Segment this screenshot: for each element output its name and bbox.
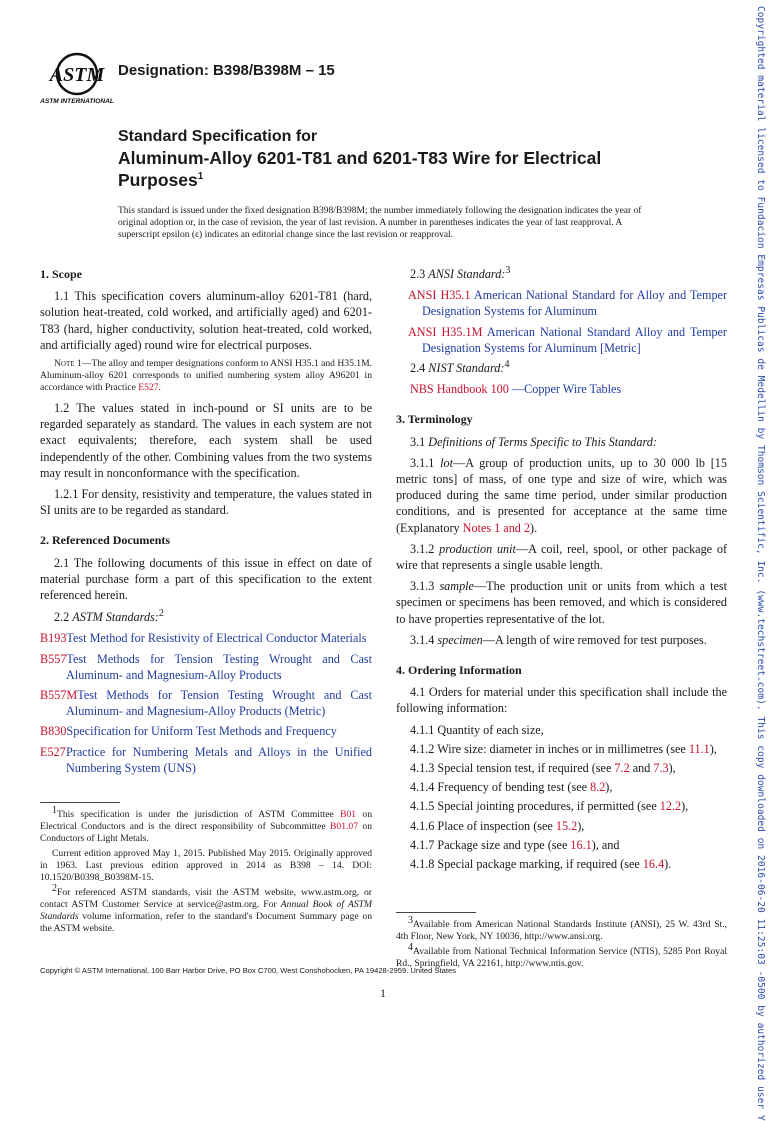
order-item-text: 4.1.6 Place of inspection (see: [410, 818, 556, 833]
para-3-1-3-text: —The production unit or units from which a test specimen or specimens has been removed, and which is considered to have properties representative of the lot.: [396, 579, 728, 626]
ref-title-link[interactable]: Test Method for Resistivity of Electrical Conductor Materials: [66, 631, 367, 646]
order-item-tail: ),: [577, 818, 585, 833]
order-item: [396, 798, 727, 814]
sidebar-text: Copyrighted material licensed to Fundacion Empresas Publicas de Medellin by Thomson Scientific, Inc. (www.techstreet.com). This copy downloaded on 2016-06-20 11:25:03 -0500 by authorized user Y: [755, 6, 766, 1121]
ref-item: [40, 630, 372, 646]
para-2-4: [396, 360, 727, 376]
footnote-rule: [396, 912, 476, 913]
ref-code-link[interactable]: B557: [40, 651, 67, 666]
footnote-marker-4[interactable]: 4: [504, 358, 510, 370]
ansi-code-link[interactable]: ANSI H35.1: [408, 288, 471, 303]
term-production-unit: production unit: [439, 541, 516, 556]
right-column: [396, 266, 727, 973]
footnote-2-text-a: For referenced ASTM standards, visit the ASTM website, www.astm.org, or contact ASTM Customer Service at service@astm.org. For: [40, 887, 372, 911]
nbs-ref: [396, 381, 727, 397]
para-2-3: [396, 266, 727, 282]
note-1: [40, 358, 372, 394]
footnote-rule: [40, 802, 120, 803]
nbs-code-link[interactable]: NBS Handbook 100: [410, 382, 509, 397]
para-4-1: 4.1 Orders for material under this specification shall include the following information:: [396, 685, 727, 716]
footnote-2-text-b: volume information, refer to the standard's Document Summary page on the ASTM website.: [40, 911, 372, 935]
order-item-text: 4.1.5 Special jointing procedures, if permitted (see: [410, 799, 660, 814]
para-3-1-title: Definitions of Terms Specific to This Standard:: [428, 434, 657, 449]
copyright-footer: Copyright © ASTM International, 100 Barr Harbor Drive, PO Box C700, West Conshohocken, PA 19428-2959. United States: [40, 966, 457, 975]
ansi-ref-item: [396, 287, 727, 319]
document-title: [118, 127, 638, 191]
copyright-sidebar: [752, 6, 766, 1121]
issuance-statement: This standard is issued under the fixed designation B398/B398M; the number immediately following the designation indicates the year of original adoption or, in the case of revision, the year of last revision. A number in parentheses indicates the year of last reapproval. A superscript epsilon (ε) indicates an editorial change since the last revision or reapproval.: [118, 206, 642, 240]
ref-code-link[interactable]: B193: [40, 631, 67, 646]
footnote-marker-2[interactable]: 2: [158, 608, 164, 620]
ref-title-link[interactable]: Specification for Uniform Test Methods and Frequency: [66, 724, 337, 739]
note-text: —The alloy and temper designations conform to ANSI H35.1 and H35.1M. Aluminum-alloy 6201 corresponds to unified numbering system alloy A96201 in accordance with Practice: [40, 358, 372, 394]
footnote-2: [40, 882, 372, 935]
astm-logo: [40, 50, 114, 106]
para-3-1-4-label: 3.1.4: [410, 632, 435, 647]
order-item: [396, 760, 727, 776]
para-3-1-4-text: —A length of wire removed for test purposes.: [482, 632, 707, 647]
term-specimen: specimen: [437, 632, 483, 647]
footnote-3: [396, 915, 727, 943]
para-3-1-1-end: ).: [530, 520, 538, 535]
footnote-3-text: Available from American National Standards Institute (ANSI), 25 W. 43rd St., 4th Floor, New York, NY 10036, http://www.ansi.org.: [396, 919, 727, 943]
nbs-title-link[interactable]: —Copper Wire Tables: [511, 382, 622, 397]
designation: [118, 62, 335, 79]
ref-code-link[interactable]: E527: [40, 744, 66, 759]
ref-code-link[interactable]: B557M: [40, 688, 78, 703]
footnote-3-number: 3: [408, 915, 413, 927]
order-item-text: 4.1.7 Package size and type (see: [410, 837, 571, 852]
note-label: Note 1: [54, 358, 82, 370]
order-item-mid: and: [629, 761, 654, 776]
order-item-tail: ),: [709, 741, 717, 756]
para-3-1-1-text: —A group of production units, up to 30 000 lb [15 metric tons] of mass, of one type and size of wire, which was produced during the same time period, under similar production conditions, and is presented for acceptance at the same time (Explanatory: [396, 455, 727, 535]
para-3-1-label: 3.1: [410, 434, 426, 449]
para-3-1-3-label: 3.1.3: [410, 579, 435, 594]
order-item: [396, 837, 727, 853]
ansi-title-link[interactable]: American National Standard for Alloy and Temper Designation Systems for Aluminum: [422, 288, 728, 319]
svg-text:ASTM: ASTM: [49, 64, 105, 86]
order-item-tail: ),: [668, 761, 676, 776]
order-item-link[interactable]: 16.1: [570, 837, 592, 852]
para-2-2: [40, 609, 372, 625]
left-column: [40, 266, 372, 938]
order-item-tail: ), and: [591, 837, 620, 852]
ref-item: [40, 687, 372, 719]
footnote-4-number: 4: [408, 942, 413, 954]
order-item-link[interactable]: 8.2: [590, 780, 606, 795]
para-2-4-label: 2.4: [410, 361, 426, 376]
order-item-link[interactable]: 11.1: [688, 741, 710, 756]
note-end: .: [158, 382, 161, 394]
footnote-2-italic: Annual Book of ASTM Standards: [40, 899, 372, 923]
ref-code-link[interactable]: B830: [40, 724, 67, 739]
order-item-tail: ),: [681, 799, 689, 814]
order-item-tail: ),: [605, 780, 613, 795]
order-item: [396, 818, 727, 834]
footnote-2-number: 2: [52, 882, 57, 894]
order-item-text: 4.1.1 Quantity of each size,: [410, 722, 544, 737]
para-1-2: 1.2 The values stated in inch-pound or SI units are to be regarded separately as standard. The values in each system are not exact equivalents; therefore, each system shall be used independently of the other. Combining values from the two systems may result in nonconformance with the specification.: [40, 401, 372, 480]
title-line-2: Aluminum-Alloy 6201-T81 and 6201-T83 Wire for Electrical: [118, 148, 602, 168]
title-line-3: [118, 169, 638, 191]
order-item-text: 4.1.4 Frequency of bending test (see: [410, 780, 591, 795]
footnote-4-text: Available from National Technical Information Service (NTIS), 5285 Port Royal Rd., Springfield, VA 22161, http://www.ntis.gov.: [396, 946, 727, 970]
para-3-1-1: [396, 455, 727, 536]
ref-title-link[interactable]: Test Methods for Tension Testing Wrought and Cast Aluminum- and Magnesium-Alloy Products (Metric): [66, 688, 372, 719]
order-item-link[interactable]: 15.2: [555, 818, 578, 833]
order-item-link[interactable]: 16.4: [642, 857, 665, 872]
para-3-1-2: [396, 541, 727, 573]
ansi-code-link[interactable]: ANSI H35.1M: [408, 324, 483, 339]
para-3-1: [396, 434, 727, 450]
order-item: [396, 779, 727, 795]
footnote-1-edition: Current edition approved May 1, 2015. Published May 2015. Originally approved in 1963. Last previous edition approved in 2014 as B398 – 14. DOI: 10.1520/B0398_B0398M-15.: [40, 848, 372, 884]
order-item-text: 4.1.3 Special tension test, if required (see: [410, 761, 615, 776]
ref-item: [40, 744, 372, 776]
order-item: [396, 856, 727, 872]
footnote-1: [40, 804, 372, 845]
para-3-1-4: [396, 632, 727, 648]
para-3-1-2-text: —A coil, reel, spool, or other package of wire that represents a single usable length.: [396, 541, 728, 573]
order-item: [396, 741, 727, 757]
designation-code: B398/B398M: [213, 62, 302, 79]
para-2-4-title: NIST Standard:: [428, 361, 505, 376]
footnote-marker-3[interactable]: 3: [505, 264, 511, 276]
title-line-3-text: Purposes: [118, 170, 198, 190]
ref-item: [40, 723, 372, 739]
logo-label: ASTM INTERNATIONAL: [40, 98, 114, 105]
order-item-tail: ).: [664, 857, 672, 872]
ansi-ref-item: [396, 324, 727, 356]
ansi-title-link[interactable]: American National Standard Alloy and Temper Designation Systems for Aluminum [Metric]: [422, 324, 727, 355]
term-lot: lot: [440, 455, 454, 470]
order-item-link[interactable]: 12.2: [659, 799, 682, 814]
left-footnotes: [40, 802, 372, 935]
para-2-3-title: ANSI Standard:: [428, 267, 506, 281]
section-3-heading: 3. Terminology: [396, 412, 473, 427]
term-sample: sample: [439, 579, 474, 594]
right-footnotes: [396, 912, 727, 970]
astm-ref-list: [40, 630, 372, 776]
title-footnote-marker[interactable]: 1: [197, 171, 204, 183]
para-1-1: 1.1 This specification covers aluminum-alloy 6201-T81 (hard, solution heat-treated, cold worked, and artificially aged) and 6201-T83 (hard, higher conductivity, solution heat-treated, cold worked, and artificially aged) round wire for electrical purposes.: [40, 289, 372, 352]
order-item-link[interactable]: 7.2: [614, 761, 630, 776]
order-item-text: 4.1.8 Special package marking, if required (see: [410, 857, 643, 872]
para-2-2-title: ASTM Standards:: [72, 610, 159, 625]
order-item-text: 4.1.2 Wire size: diameter in inches or in millimetres (see: [410, 741, 689, 756]
para-2-2-label: 2.2: [54, 610, 70, 625]
designation-year: – 15: [305, 62, 335, 79]
notes-link[interactable]: Notes 1 and 2: [462, 520, 531, 535]
footnote-1-text-c: on Conductors of Light Metals.: [40, 821, 372, 845]
ref-title-link[interactable]: Test Methods for Tension Testing Wrought and Cast Aluminum- and Magnesium-Alloy Products: [66, 651, 372, 682]
para-3-1-3: [396, 578, 727, 627]
footnote-1-text-b: on Electrical Conductors and is the direct responsibility of Subcommittee: [40, 809, 372, 833]
footnote-1-text-a: This specification is under the jurisdiction of ASTM Committee: [57, 809, 341, 821]
ref-item: [40, 651, 372, 683]
order-item-link[interactable]: 7.3: [653, 761, 669, 776]
para-2-3-label: 2.3: [410, 267, 426, 281]
section-4-heading: 4. Ordering Information: [396, 663, 522, 678]
page-number: 1: [380, 986, 386, 1000]
footnote-link-b0107[interactable]: B01.07: [330, 821, 358, 833]
para-2-1: 2.1 The following documents of this issue in effect on date of material purchase form a part of this specification to the extent referenced herein.: [40, 555, 372, 603]
section-2-heading: 2. Referenced Documents: [40, 533, 171, 548]
footnote-link-b01[interactable]: B01: [340, 809, 357, 821]
para-3-1-2-label: 3.1.2: [410, 541, 435, 556]
designation-prefix: Designation:: [118, 62, 209, 79]
para-1-2-1: 1.2.1 For density, resistivity and temperature, the values stated in SI units are to be regarded as standard.: [40, 487, 372, 518]
ref-title-link[interactable]: Practice for Numbering Metals and Alloys in the Unified Numbering System (UNS): [66, 744, 372, 775]
note-link-e527[interactable]: E527: [138, 382, 159, 394]
title-line-1: Standard Specification for: [118, 128, 318, 145]
footnote-1-number: 1: [52, 804, 57, 816]
section-1-heading: 1. Scope: [40, 267, 82, 281]
order-item: [396, 722, 727, 738]
para-3-1-1-label: 3.1.1: [410, 455, 435, 470]
